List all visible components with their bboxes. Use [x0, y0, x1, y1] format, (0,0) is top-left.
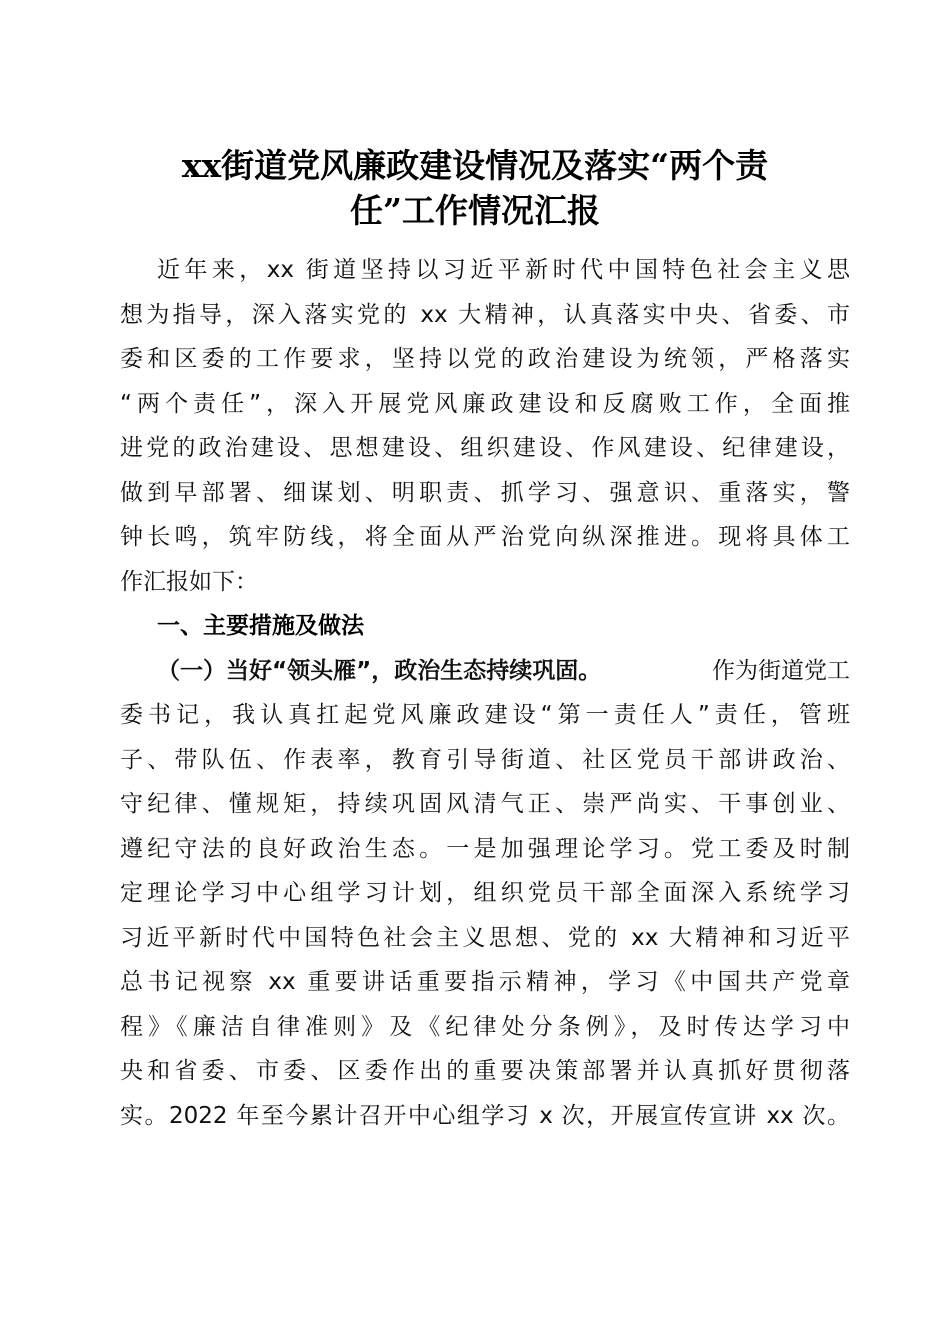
- paragraph-line: 想为指导，深入落实党的 xx 大精神，认真落实中央、省委、市: [120, 302, 850, 328]
- paragraph-line: [157, 656, 850, 686]
- paragraph-line: 央和省委、市委、区委作出的重要决策部署并认真抓好贯彻落: [120, 1058, 850, 1084]
- section-heading: 一、主要措施及做法: [157, 613, 364, 639]
- paragraph-line: 遵纪守法的良好政治生态。一是加强理论学习。党工委及时制: [120, 836, 850, 862]
- paragraph-text: 作为街道党工: [712, 658, 850, 684]
- paragraph-line: 守纪律、懂规矩，持续巩固风清气正、崇严尚实、干事创业、: [120, 791, 850, 817]
- document-title-line-1: xx街道党风廉政建设情况及落实“两个责: [181, 146, 769, 185]
- paragraph-line: 程》《廉洁自律准则》及《纪律处分条例》，及时传达学习中: [120, 1014, 850, 1040]
- paragraph-line: 习近平新时代中国特色社会主义思想、党的 xx 大精神和习近平: [120, 925, 850, 951]
- paragraph-line: “两个责任”，深入开展党风廉政建设和反腐败工作，全面推: [120, 391, 850, 417]
- paragraph-line: 子、带队伍、作表率，教育引导街道、社区党员干部讲政治、: [120, 747, 850, 773]
- paragraph-line: 实。2022 年至今累计召开中心组学习 x 次，开展宣传宣讲 xx 次。: [120, 1103, 850, 1129]
- paragraph-line: 委和区委的工作要求，坚持以党的政治建设为统领，严格落实: [120, 346, 850, 372]
- paragraph-line: 定理论学习中心组学习计划，组织党员干部全面深入系统学习: [120, 880, 850, 906]
- paragraph-line: 近年来，xx 街道坚持以习近平新时代中国特色社会主义思: [157, 257, 850, 283]
- paragraph-line: 进党的政治建设、思想建设、组织建设、作风建设、纪律建设，: [120, 435, 850, 461]
- paragraph-line: 总书记视察 xx 重要讲话重要指示精神，学习《中国共产党章: [120, 969, 850, 995]
- subsection-heading: （一）当好“领头雁”，政治生态持续巩固。: [157, 658, 602, 684]
- paragraph-line: 做到早部署、细谋划、明职责、抓学习、强意识、重落实，警: [120, 480, 850, 506]
- paragraph-line: 钟长鸣，筑牢防线，将全面从严治党向纵深推进。现将具体工: [120, 524, 850, 550]
- document-title-line-2: 任”工作情况汇报: [350, 191, 600, 230]
- paragraph-line: 作汇报如下：: [120, 569, 258, 595]
- paragraph-line: 委书记，我认真扛起党风廉政建设“第一责任人”责任，管班: [120, 702, 850, 728]
